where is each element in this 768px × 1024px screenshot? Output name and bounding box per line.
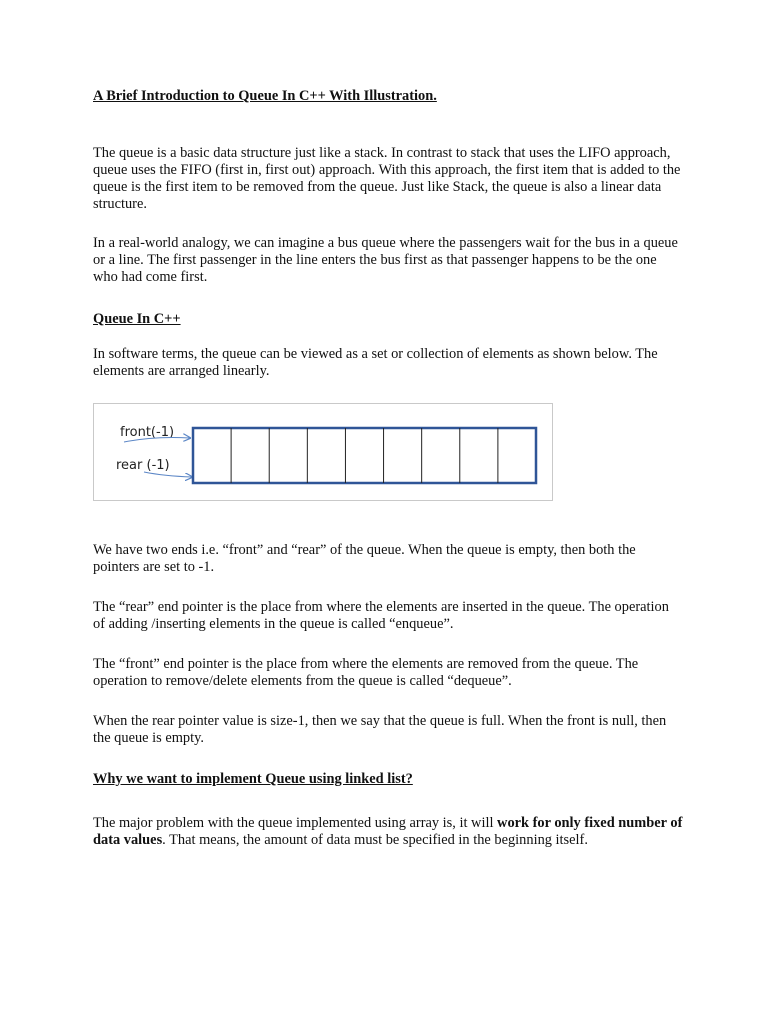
queue-array-border [193,428,536,483]
analogy-paragraph: In a real-world analogy, we can imagine a bus queue where the passengers wait for the bus in a queue or a line. The first passenger in the line enters the bus first as that passenger happens to be the one who had come first. [93,235,678,285]
array-problem-text-end: . That means, the amount of data must be specified in the beginning itself. [162,832,588,848]
queue-diagram [93,403,553,501]
array-problem-text-start: The major problem with the queue implemented using array is, it will [93,815,498,831]
array-problem-emphasis: work for only fixed number of data values [93,815,683,848]
ends-paragraph: We have two ends i.e. “front” and “rear” of the queue. When the queue is empty, then both the pointers are set to -1. [93,542,636,575]
section-heading-linked-list: Why we want to implement Queue using linked list? [93,771,413,787]
rear-pointer-label: rear (-1) [116,458,170,473]
software-paragraph: In software terms, the queue can be viewed as a set or collection of elements as shown below. The elements are arranged linearly. [93,346,658,379]
section-heading-queue: Queue In C++ [93,311,181,327]
front-pointer-label: front(-1) [120,425,175,440]
queue-array-cells [193,428,536,483]
intro-paragraph: The queue is a basic data structure just like a stack. In contrast to stack that uses the LIFO approach, queue uses the FIFO (first in, first out) approach. With this approach, the first item that is added to the queue is the first item to be removed from the queue. Just like Stack, the queue is also a linear data structure. [93,145,681,212]
queue-diagram-svg [94,404,554,502]
queue-full-paragraph: When the rear pointer value is size-1, then we say that the queue is full. When the front is null, then the queue is empty. [93,713,667,746]
front-pointer-paragraph: The “front” end pointer is the place from where the elements are removed from the queue. The operation to remove/delete elements from the queue is called “dequeue”. [93,656,639,689]
document-title: A Brief Introduction to Queue In C++ With Illustration. [93,88,437,104]
array-problem-paragraph [93,815,683,849]
rear-pointer-paragraph: The “rear” end pointer is the place from where the elements are inserted in the queue. The operation of adding /inserting elements in the queue is called “enqueue”. [93,599,669,632]
